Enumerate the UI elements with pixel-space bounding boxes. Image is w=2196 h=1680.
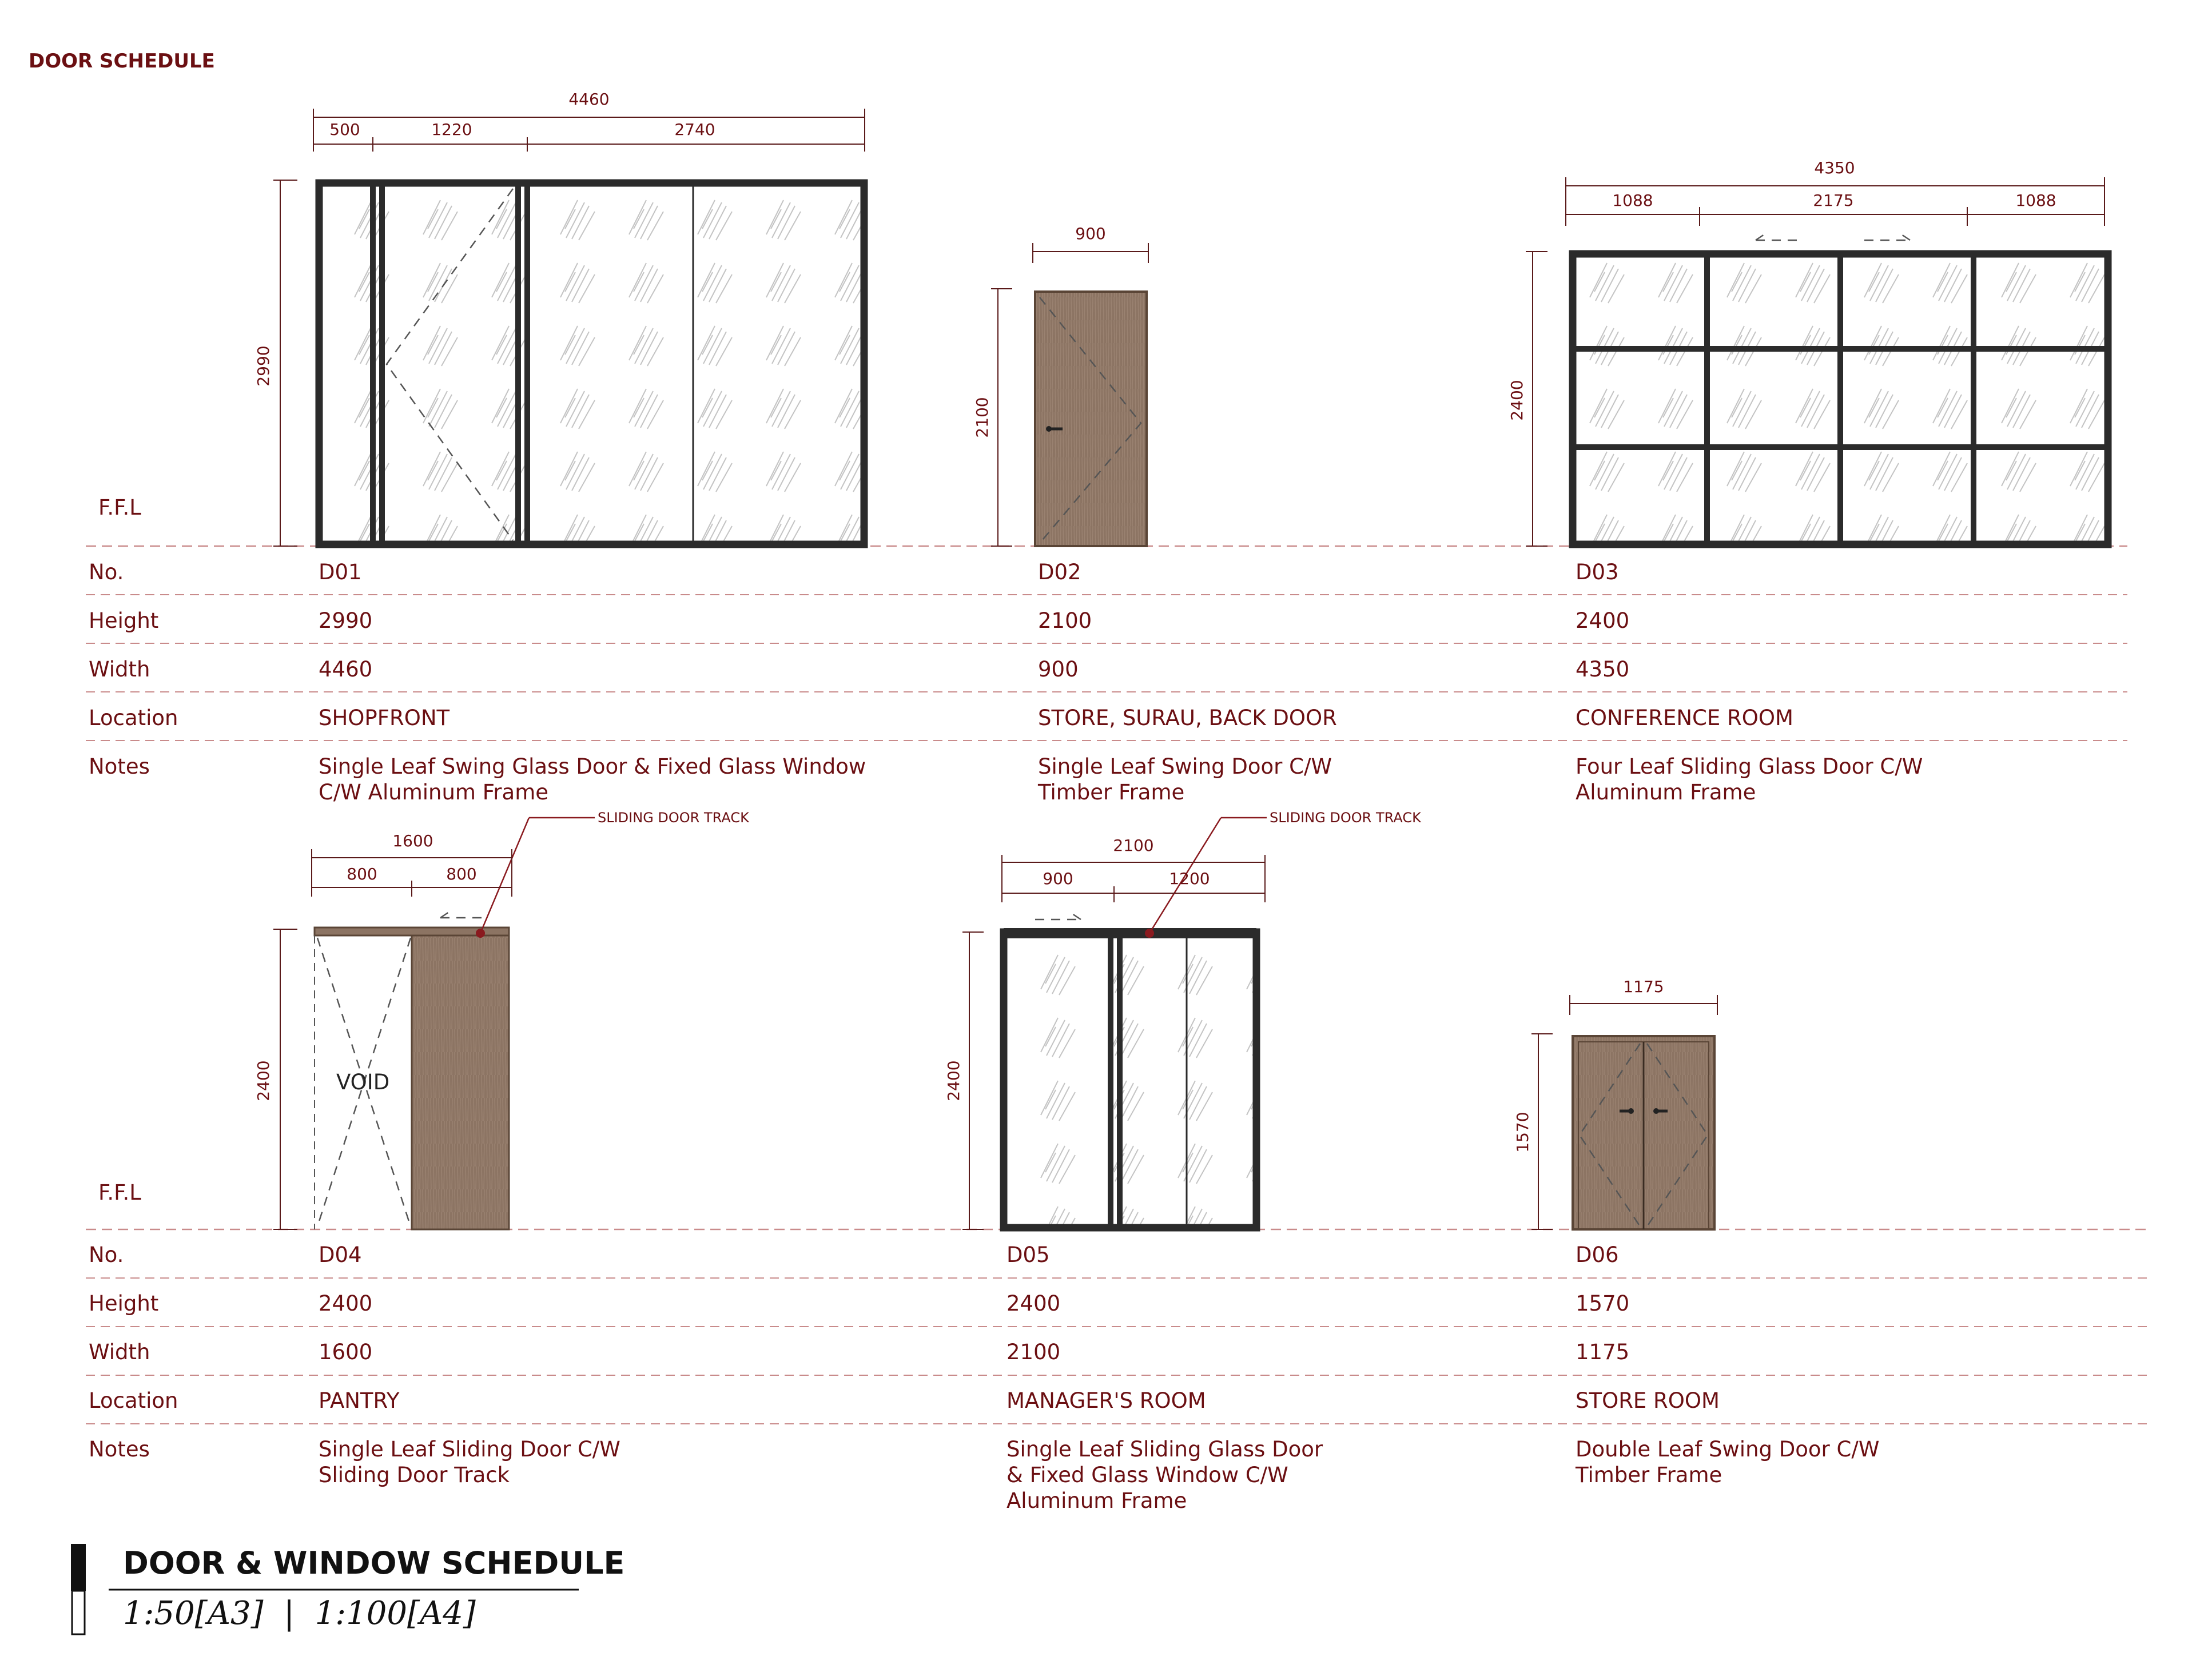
d04-dim-seg1: 800 — [347, 865, 377, 883]
d04-notes-line1: Single Leaf Sliding Door C/W — [319, 1437, 620, 1462]
d01-dim-seg1: 500 — [329, 120, 360, 139]
row-label-location: Location — [89, 706, 178, 730]
d03-height: 2400 — [1576, 608, 1630, 633]
d03-dim-seg3: 1088 — [2015, 191, 2056, 210]
d03-no: D03 — [1576, 560, 1619, 584]
d03-elevation — [1573, 234, 2108, 544]
d04-height: 2400 — [319, 1291, 373, 1316]
d04-width: 1600 — [319, 1340, 373, 1364]
d02-width: 900 — [1038, 657, 1079, 682]
row-label-width-bottom: Width — [89, 1340, 150, 1364]
d01-height: 2990 — [319, 608, 373, 633]
d05-track-label: SLIDING DOOR TRACK — [1270, 810, 1421, 826]
d06-notes-line2: Timber Frame — [1576, 1463, 1722, 1487]
d05-location: MANAGER'S ROOM — [1006, 1388, 1206, 1413]
row-label-location-bottom: Location — [89, 1388, 178, 1413]
d06-dim-total: 1175 — [1623, 977, 1664, 996]
row-label-no: No. — [89, 560, 124, 584]
d04-dim-seg2: 800 — [446, 865, 477, 883]
d05-dim-seg1: 900 — [1043, 869, 1073, 888]
d01-dim-seg2: 1220 — [431, 120, 472, 139]
schedule-table-bottom — [86, 1243, 2150, 1513]
d01-location: SHOPFRONT — [319, 706, 450, 730]
d03-dim-height: 2400 — [1507, 380, 1526, 421]
page-header: DOOR SCHEDULE — [29, 50, 215, 73]
schedule-table-top — [86, 560, 2127, 805]
d02-notes-line2: Timber Frame — [1038, 780, 1185, 805]
d05-dim-height: 2400 — [944, 1060, 963, 1101]
d05-notes-line2: & Fixed Glass Window C/W — [1006, 1463, 1288, 1487]
d04-track-label: SLIDING DOOR TRACK — [598, 810, 749, 826]
row-label-notes-bottom: Notes — [89, 1437, 150, 1462]
d03-location: CONFERENCE ROOM — [1576, 706, 1793, 730]
d01-notes-line1: Single Leaf Swing Glass Door & Fixed Glass Window — [319, 754, 866, 779]
footer-scale: 1:50[A3] | 1:100[A4] — [123, 1595, 476, 1632]
d06-no: D06 — [1576, 1243, 1619, 1267]
d02-notes-line1: Single Leaf Swing Door C/W — [1038, 754, 1332, 779]
d01-dim-total: 4460 — [568, 90, 610, 109]
d05-notes-line1: Single Leaf Sliding Glass Door — [1006, 1437, 1323, 1462]
d04-dim-height: 2400 — [254, 1060, 273, 1101]
d04-void-label: VOID — [336, 1070, 390, 1094]
row-label-notes: Notes — [89, 754, 150, 779]
d02-dim-total: 900 — [1075, 224, 1106, 243]
d02-location: STORE, SURAU, BACK DOOR — [1038, 706, 1337, 730]
d01-width: 4460 — [319, 657, 373, 682]
d01-no: D01 — [319, 560, 362, 584]
d01-notes-line2: C/W Aluminum Frame — [319, 780, 548, 805]
d05-dim-total: 2100 — [1113, 836, 1154, 855]
d03-dim-seg2: 2175 — [1813, 191, 1854, 210]
title-block — [71, 1544, 624, 1634]
row-label-width: Width — [89, 657, 150, 682]
d06-location: STORE ROOM — [1576, 1388, 1720, 1413]
d02-height: 2100 — [1038, 608, 1092, 633]
d06-height: 1570 — [1576, 1291, 1630, 1316]
d05-notes-line3: Aluminum Frame — [1006, 1488, 1187, 1513]
row-label-height-bottom: Height — [89, 1291, 159, 1316]
d04-notes-line2: Sliding Door Track — [319, 1463, 510, 1487]
row-label-no-bottom: No. — [89, 1243, 124, 1267]
d03-width: 4350 — [1576, 657, 1630, 682]
row-label-height: Height — [89, 608, 159, 633]
ffl-label-bottom: F.F.L — [98, 1180, 141, 1205]
d02-elevation — [1035, 292, 1147, 546]
d04-dim-total: 1600 — [392, 831, 433, 850]
d05-height: 2400 — [1006, 1291, 1061, 1316]
d06-notes-line1: Double Leaf Swing Door C/W — [1576, 1437, 1880, 1462]
footer-title: DOOR & WINDOW SCHEDULE — [123, 1545, 625, 1581]
d06-dim-height: 1570 — [1513, 1112, 1532, 1153]
d04-no: D04 — [319, 1243, 362, 1267]
ffl-label-top: F.F.L — [98, 495, 141, 520]
d05-dim-seg2: 1200 — [1169, 869, 1210, 888]
d06-width: 1175 — [1576, 1340, 1630, 1364]
d05-width: 2100 — [1006, 1340, 1061, 1364]
d04-location: PANTRY — [319, 1388, 400, 1413]
d01-dim-height: 2990 — [254, 345, 273, 387]
d06-elevation — [1573, 1036, 1714, 1229]
d03-notes-line2: Aluminum Frame — [1576, 780, 1756, 805]
d03-notes-line1: Four Leaf Sliding Glass Door C/W — [1576, 754, 1923, 779]
d02-dim-height: 2100 — [973, 397, 992, 438]
d01-dim-seg3: 2740 — [674, 120, 715, 139]
d05-no: D05 — [1006, 1243, 1050, 1267]
d02-no: D02 — [1038, 560, 1081, 584]
d01-elevation — [319, 183, 864, 544]
d03-dim-total: 4350 — [1814, 158, 1855, 177]
d03-dim-seg1: 1088 — [1612, 191, 1653, 210]
